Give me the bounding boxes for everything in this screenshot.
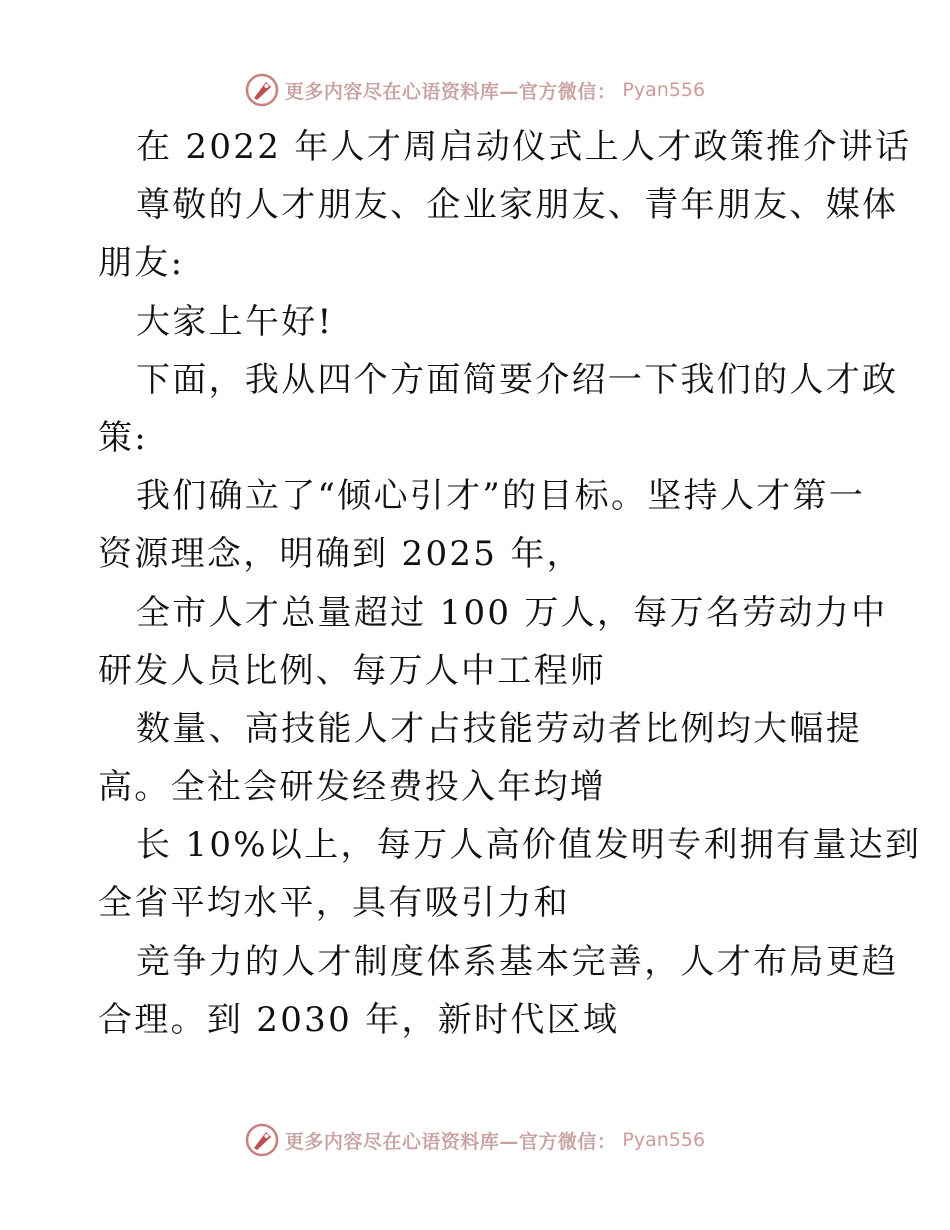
paragraph-line: 朋友: bbox=[98, 243, 185, 284]
paragraph-line: 数量、高技能人才占技能劳动者比例均大幅提 bbox=[136, 708, 862, 749]
paragraph-line: 下面，我从四个方面简要介绍一下我们的人才政 bbox=[136, 359, 899, 400]
watermark-text: 更多内容尽在心语资料库—官方微信： bbox=[284, 80, 617, 103]
pen-nib-icon bbox=[245, 1123, 279, 1157]
paragraph-line: 大家上午好! bbox=[136, 301, 334, 342]
paragraph-line: 尊敬的人才朋友、企业家朋友、青年朋友、媒体 bbox=[136, 185, 899, 226]
paragraph-line: 我们确立了“倾心引才”的目标。坚持人才第一 bbox=[136, 476, 866, 517]
document-title: 在 2022 年人才周启动仪式上人才政策推介讲话 bbox=[136, 127, 912, 167]
footer-watermark bbox=[0, 1120, 950, 1160]
paragraph-line: 全市人才总量超过 100 万人，每万名劳动力中 bbox=[136, 592, 888, 633]
paragraph-line: 全省平均水平，具有吸引力和 bbox=[98, 883, 570, 924]
paragraph-line: 资源理念，明确到 2025 年， bbox=[98, 534, 583, 575]
paragraph-line: 长 10%以上，每万人高价值发明专利拥有量达到 bbox=[136, 825, 922, 866]
watermark-text: 更多内容尽在心语资料库—官方微信： bbox=[284, 1130, 617, 1153]
document-body bbox=[98, 118, 922, 1049]
paragraph-line: 高。全社会研发经费投入年均增 bbox=[98, 767, 607, 808]
paragraph-line: 研发人员比例、每万人中工程师 bbox=[98, 650, 607, 691]
pen-nib-icon bbox=[245, 73, 279, 107]
watermark-id: Pyan556 bbox=[622, 1129, 706, 1151]
paragraph-line: 策: bbox=[98, 417, 149, 458]
header-watermark bbox=[0, 70, 950, 110]
paragraph-line: 合理。到 2030 年，新时代区域 bbox=[98, 999, 620, 1040]
paragraph-line: 竞争力的人才制度体系基本完善，人才布局更趋 bbox=[136, 941, 899, 982]
watermark-id: Pyan556 bbox=[622, 79, 706, 101]
